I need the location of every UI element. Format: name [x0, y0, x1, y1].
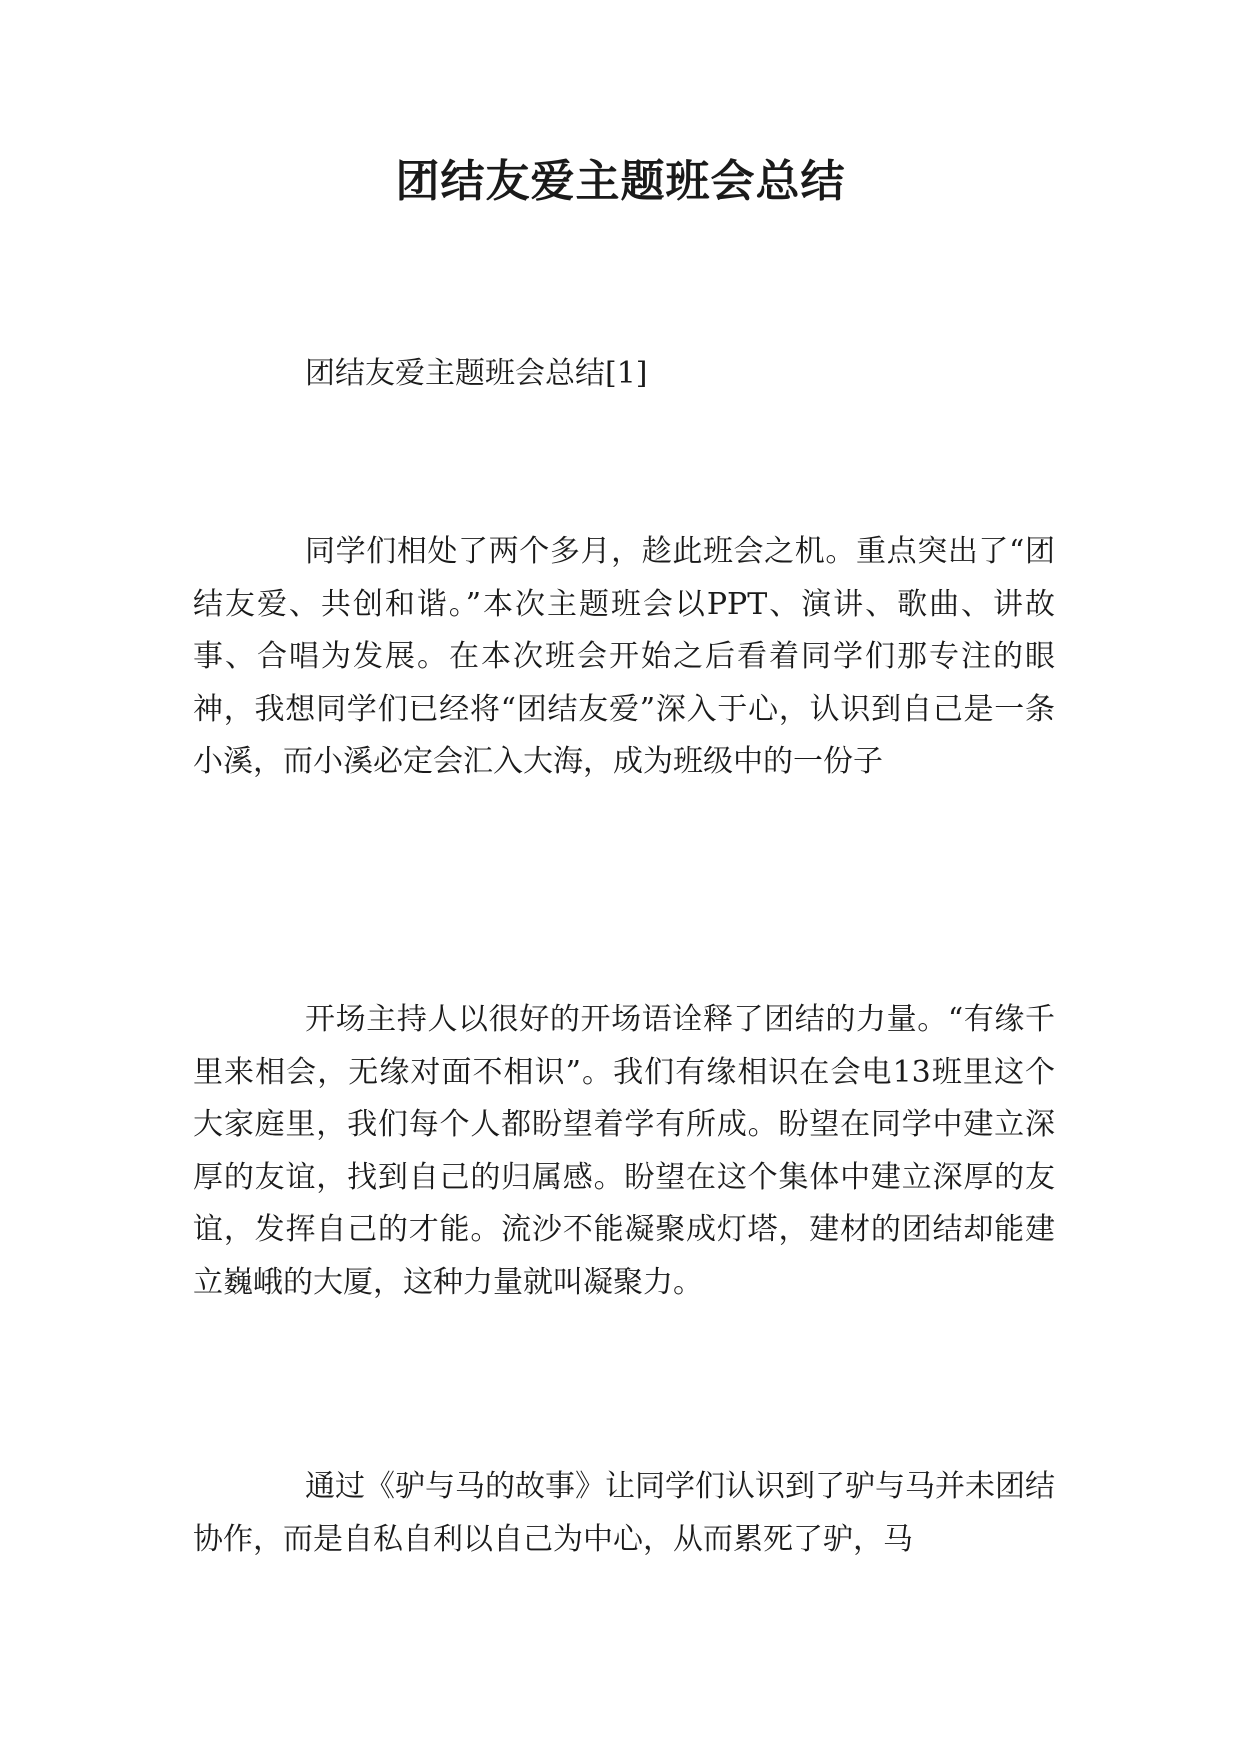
paragraph-1: 同学们相处了两个多月，趁此班会之机。重点突出了“团结友爱、共创和谐。”本次主题班会以PPT、演讲、歌曲、讲故事、合唱为发展。在本次班会开始之后看着同学们那专注的眼神，我想同学们已经将“团结友爱”深入于心，认识到自己是一条小溪，而小溪必定会汇入大海，成为班级中的一份子 [193, 534, 1055, 779]
paragraph-3: 通过《驴与马的故事》让同学们认识到了驴与马并未团结协作，而是自私自利以自己为中心，从而累死了驴，马 [193, 1469, 1055, 1557]
document-title: 团结友爱主题班会总结 [395, 156, 846, 207]
paragraph-2: 开场主持人以很好的开场语诠释了团结的力量。“有缘千里来相会，无缘对面不相识”。我们有缘相识在会电13班里这个大家庭里，我们每个人都盼望着学有所成。盼望在同学中建立深厚的友谊，找到自己的归属感。盼望在这个集体中建立深厚的友谊，发挥自己的才能。流沙不能凝聚成灯塔，建材的团结却能建立巍峨的大厦，这种力量就叫凝聚力。 [193, 1002, 1055, 1300]
document-subtitle: 团结友爱主题班会总结[1] [305, 356, 648, 391]
